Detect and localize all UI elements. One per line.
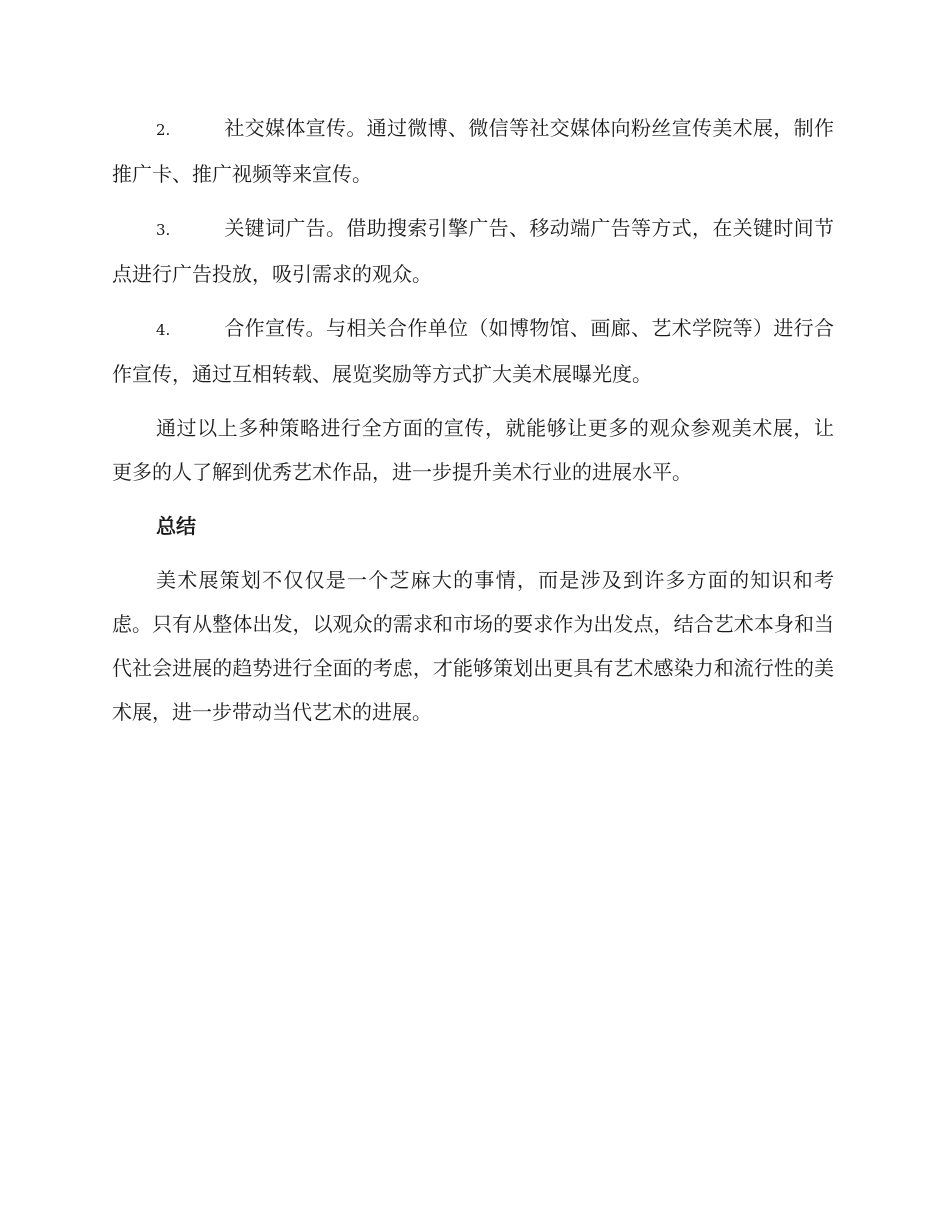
list-item <box>112 306 834 396</box>
summary-paragraph: 美术展策划不仅仅是一个芝麻大的事情，而是涉及到许多方面的知识和考虑。只有从整体出发，以观众的需求和市场的要求作为出发点，结合艺术本身和当代社会进展的趋势进行全面的考虑，才能够策划出更具有艺术感染力和流行性的美术展，进一步带动当代艺术的进展。 <box>112 568 834 724</box>
list-item-text: 社交媒体宣传。通过微博、微信等社交媒体向粉丝宣传美术展，制作推广卡、推广视频等来宣传。 <box>112 116 834 186</box>
summary-heading: 总结 <box>156 514 196 538</box>
list-item-number: 4. <box>156 321 171 339</box>
list-item <box>112 106 834 196</box>
document-body <box>112 106 834 744</box>
list-item-text: 合作宣传。与相关合作单位（如博物馆、画廊、艺术学院等）进行合作宣传，通过互相转载、展览奖励等方式扩大美术展曝光度。 <box>112 316 834 386</box>
list-item <box>112 206 834 296</box>
list-item-number: 3. <box>156 221 171 239</box>
list-item-text: 关键词广告。借助搜索引擎广告、移动端广告等方式，在关键时间节点进行广告投放，吸引需求的观众。 <box>112 216 834 286</box>
closing-paragraph: 通过以上多种策略进行全方面的宣传，就能够让更多的观众参观美术展，让更多的人了解到优秀艺术作品，进一步提升美术行业的进展水平。 <box>112 416 834 484</box>
list-item-number: 2. <box>156 121 171 139</box>
